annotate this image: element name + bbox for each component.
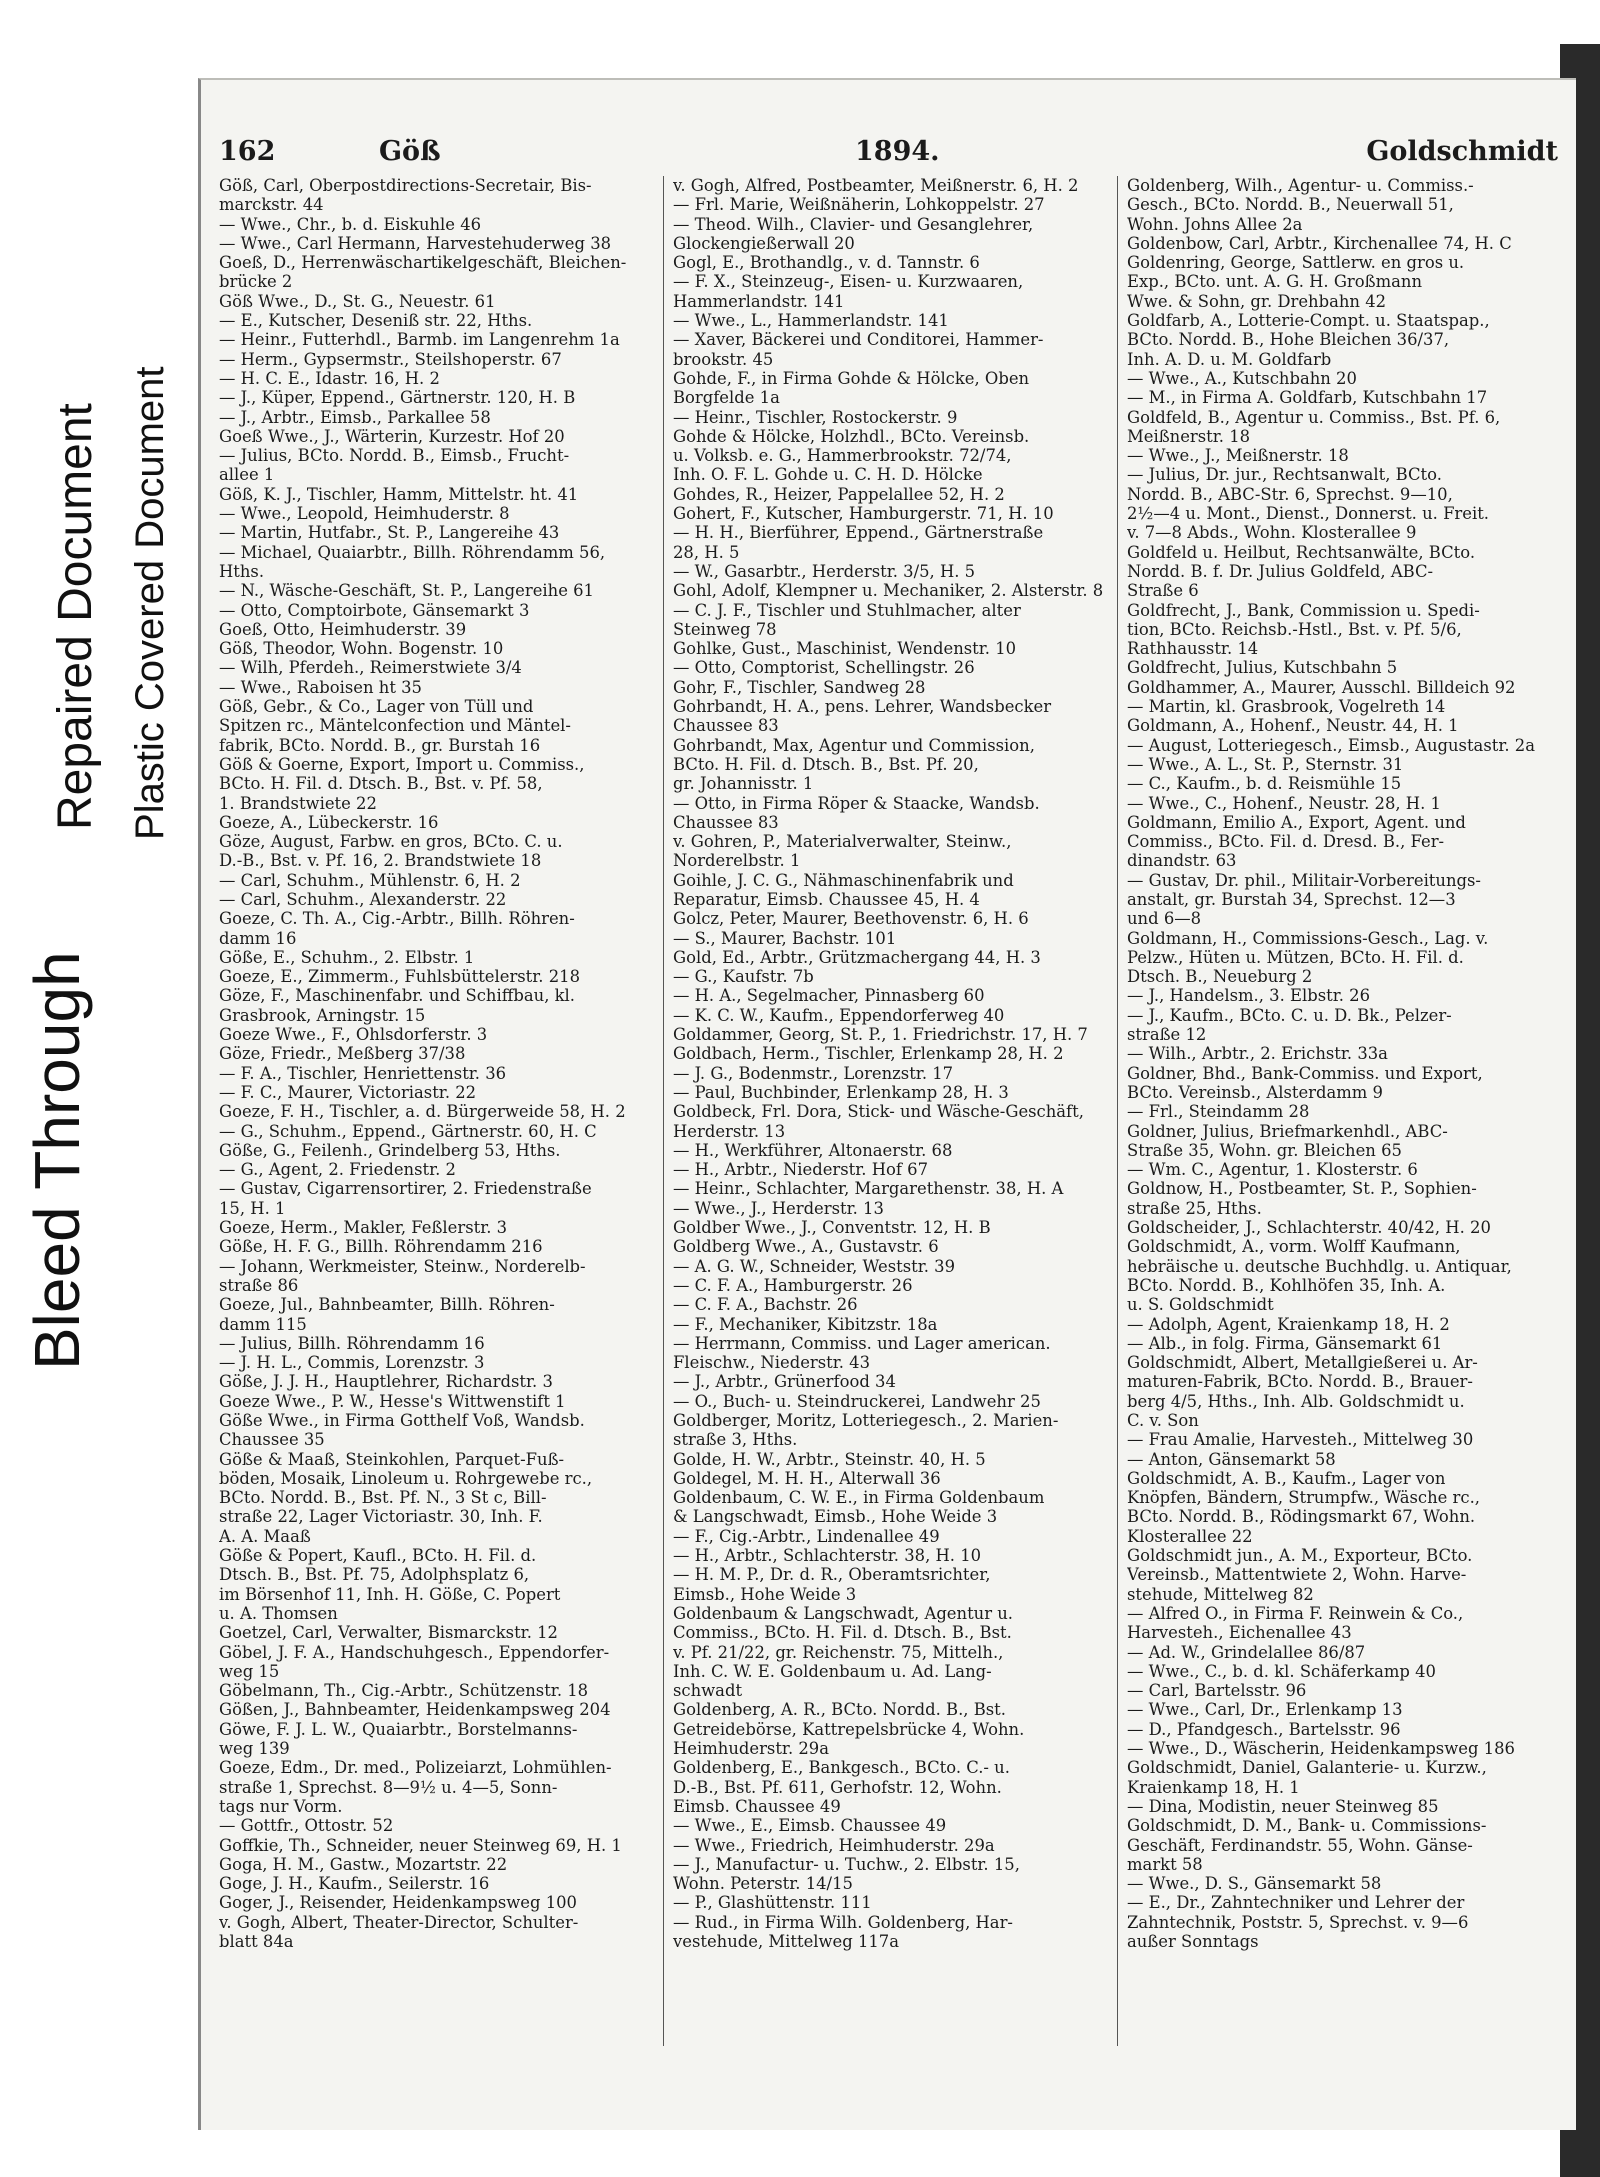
- directory-entry-line: BCto. Nordd. B., Kohlhöfen 35, Inh. A.: [1127, 1275, 1446, 1295]
- directory-entry-line: Pelzw., Hüten u. Mützen, BCto. H. Fil. d.: [1127, 947, 1464, 967]
- directory-entry-line: markt 58: [1127, 1854, 1203, 1874]
- directory-entry-line: Goeze, A., Lübeckerstr. 16: [219, 812, 439, 832]
- directory-entry-line: Goldhammer, A., Maurer, Ausschl. Billdeich 92: [1127, 677, 1516, 697]
- directory-entry-line: Goldschmidt jun., A. M., Exporteur, BCto.: [1127, 1546, 1473, 1566]
- directory-entry-line: Gohr, F., Tischler, Sandweg 28: [673, 677, 926, 697]
- directory-entry-line: — E., Dr., Zahntechniker und Lehrer der: [1127, 1893, 1465, 1913]
- directory-entry-line: — Otto, in Firma Röper & Staacke, Wandsb.: [673, 793, 1040, 813]
- directory-entry-line: Getreidebörse, Kattrepelsbrücke 4, Wohn.: [673, 1719, 1025, 1739]
- directory-entry-line: Goldschmidt, D. M., Bank- u. Commissions-: [1127, 1816, 1487, 1836]
- directory-entry-line: straße 1, Sprechst. 8—9½ u. 4—5, Sonn-: [219, 1777, 558, 1797]
- directory-entry-line: Goge, J. H., Kaufm., Seilerstr. 16: [219, 1874, 490, 1894]
- directory-entry-line: Göß, Carl, Oberpostdirections-Secretair, Bis-: [219, 176, 592, 195]
- directory-entry-line: Goeß, D., Herrenwäschartikelgeschäft, Bleichen-: [219, 253, 627, 273]
- directory-entry-line: BCto. Nordd. B., Rödingsmarkt 67, Wohn.: [1127, 1507, 1476, 1527]
- directory-entry-line: Goldfarb, A., Lotterie-Compt. u. Staatspap.,: [1127, 311, 1490, 331]
- directory-entry-line: Goldenberg, Wilh., Agentur- u. Commiss.-: [1127, 176, 1474, 195]
- directory-entry-line: — Wwe., A. L., St. P., Sternstr. 31: [1127, 754, 1404, 774]
- directory-entry-line: böden, Mosaik, Linoleum u. Rohrgewebe rc.,: [219, 1468, 593, 1488]
- directory-entry-line: — Wilh, Pferdeh., Reimerstwiete 3/4: [219, 658, 522, 678]
- directory-entry-line: — J., Arbtr., Grünerfood 34: [673, 1372, 896, 1392]
- directory-entry-line: v. Gogh, Albert, Theater-Director, Schulter-: [219, 1912, 579, 1932]
- directory-entry-line: — Otto, Comptorist, Schellingstr. 26: [673, 658, 975, 678]
- directory-entry-line: Golcz, Peter, Maurer, Beethovenstr. 6, H. 6: [673, 909, 1029, 929]
- directory-entry-line: — C. J. F., Tischler und Stuhlmacher, alter: [673, 600, 1021, 620]
- directory-entry-line: BCto. H. Fil. d. Dtsch. B., Bst. Pf. 20,: [673, 754, 979, 774]
- directory-entry-line: — D., Pfandgesch., Bartelsstr. 96: [1127, 1719, 1401, 1739]
- directory-entry-line: Göbel, J. F. A., Handschuhgesch., Eppendorfer-: [219, 1642, 610, 1662]
- directory-entry-line: dinandstr. 63: [1127, 851, 1237, 871]
- page-number: 162: [219, 136, 276, 167]
- directory-entry-line: — H. H., Bierführer, Eppend., Gärtnerstraße: [673, 523, 1044, 543]
- directory-entry-line: Klosterallee 22: [1127, 1526, 1253, 1546]
- directory-entry-line: — M., in Firma A. Goldfarb, Kutschbahn 17: [1127, 388, 1488, 408]
- directory-entry-line: — Wwe., Carl Hermann, Harvestehuderweg 38: [219, 233, 612, 253]
- directory-entry-line: — Anton, Gänsemarkt 58: [1127, 1449, 1336, 1469]
- directory-entry-line: D.-B., Bst. v. Pf. 16, 2. Brandstwiete 18: [219, 851, 542, 871]
- directory-entry-line: Goldmann, H., Commissions-Gesch., Lag. v.: [1127, 928, 1489, 948]
- directory-entry-line: Goeze, Herm., Makler, Feßlerstr. 3: [219, 1218, 508, 1238]
- directory-entry-line: — Wwe., Friedrich, Heimhuderstr. 29a: [673, 1835, 995, 1855]
- directory-entry-line: Fleischw., Niederstr. 43: [673, 1353, 871, 1373]
- directory-entry-line: — Martin, Hutfabr., St. P., Langereihe 43: [219, 523, 560, 543]
- directory-entry-line: Goldmann, A., Hohenf., Neustr. 44, H. 1: [1127, 716, 1459, 736]
- directory-entry-line: Göbelmann, Th., Cig.-Arbtr., Schützenstr. 18: [219, 1681, 589, 1701]
- directory-entry-line: Goldbach, Herm., Tischler, Erlenkamp 28, H. 2: [673, 1044, 1064, 1064]
- directory-entry-line: Goldschmidt, Daniel, Galanterie- u. Kurzw.,: [1127, 1758, 1487, 1778]
- directory-entry-line: — J., Küper, Eppend., Gärtnerstr. 120, H. B: [219, 388, 576, 408]
- directory-entry-line: maturen-Fabrik, BCto. Nordd. B., Brauer-: [1127, 1372, 1473, 1392]
- directory-entry-line: — J., Kaufm., BCto. C. u. D. Bk., Pelzer-: [1127, 1005, 1452, 1025]
- directory-entry-line: Göße, G., Feilenh., Grindelberg 53, Hths.: [219, 1140, 561, 1160]
- directory-entry-line: und 6—8: [1127, 909, 1202, 929]
- directory-entry-line: Goetzel, Carl, Verwalter, Bismarckstr. 12: [219, 1623, 558, 1643]
- directory-entry-line: — G., Agent, 2. Friedenstr. 2: [219, 1160, 456, 1180]
- directory-entry-line: — Otto, Comptoirbote, Gänsemarkt 3: [219, 600, 530, 620]
- directory-entry-line: — Wwe., Raboisen ht 35: [219, 677, 422, 697]
- directory-entry-line: Goger, J., Reisender, Heidenkampsweg 100: [219, 1893, 577, 1913]
- directory-entry-line: Goldschmidt, A. B., Kaufm., Lager von: [1127, 1468, 1446, 1488]
- directory-entry-line: Goga, H. M., Gastw., Mozartstr. 22: [219, 1854, 508, 1874]
- directory-entry-line: Goldammer, Georg, St. P., 1. Friedrichstr. 17, H. 7: [673, 1025, 1088, 1045]
- directory-entry-line: anstalt, gr. Burstah 34, Sprechst. 12—3: [1127, 889, 1456, 909]
- directory-entry-line: — Julius, Dr. jur., Rechtsanwalt, BCto.: [1127, 465, 1442, 485]
- year: 1894.: [855, 136, 940, 167]
- directory-entry-line: Göze, August, Farbw. en gros, BCto. C. u.: [219, 832, 563, 852]
- directory-entry-line: Rathhausstr. 14: [1127, 639, 1259, 659]
- directory-entry-line: — Alb., in folg. Firma, Gänsemarkt 61: [1127, 1333, 1443, 1353]
- directory-entry-line: — F. X., Steinzeug-, Eisen- u. Kurzwaaren,: [673, 272, 1024, 292]
- directory-entry-line: — Alfred O., in Firma F. Reinwein & Co.,: [1127, 1603, 1464, 1623]
- directory-entry-line: — Frl., Steindamm 28: [1127, 1102, 1310, 1122]
- directory-entry-line: berg 4/5, Hths., Inh. Alb. Goldschmidt u.: [1127, 1391, 1465, 1411]
- directory-entry-line: — Dina, Modistin, neuer Steinweg 85: [1127, 1796, 1439, 1816]
- directory-entry-line: Goldbeck, Frl. Dora, Stick- und Wäsche-Geschäft,: [673, 1102, 1084, 1122]
- directory-entry-line: weg 15: [219, 1661, 280, 1681]
- directory-entry-line: weg 139: [219, 1739, 290, 1759]
- directory-entry-line: tion, BCto. Reichsb.-Hstl., Bst. v. Pf. 5/6,: [1127, 619, 1462, 639]
- directory-entry-line: Gogl, E., Brothandlg., v. d. Tannstr. 6: [673, 253, 980, 273]
- directory-entry-line: Knöpfen, Bändern, Strumpfw., Wäsche rc.,: [1127, 1488, 1480, 1508]
- directory-entry-line: Göße Wwe., in Firma Gotthelf Voß, Wandsb.: [219, 1411, 585, 1430]
- directory-entry-line: Goeze Wwe., F., Ohlsdorferstr. 3: [219, 1025, 488, 1045]
- column-1: [219, 176, 657, 2096]
- directory-entry-line: Göß, Theodor, Wohn. Bogenstr. 10: [219, 639, 504, 659]
- directory-entry-line: Goldfrecht, J., Bank, Commission u. Spedi-: [1127, 600, 1480, 620]
- directory-entry-line: — J., Manufactur- u. Tuchw., 2. Elbstr. 15,: [673, 1854, 1020, 1874]
- left-keyword: Göß: [379, 136, 441, 167]
- label-repaired-document: Repaired Document: [49, 403, 102, 830]
- directory-entry-line: Kraienkamp 18, H. 1: [1127, 1777, 1300, 1797]
- directory-entry-line: Gohert, F., Kutscher, Hamburgerstr. 71, H. 10: [673, 504, 1054, 524]
- directory-entry-line: — H. M. P., Dr. d. R., Oberamtsrichter,: [673, 1565, 991, 1585]
- directory-entry-line: — Wwe., J., Herderstr. 13: [673, 1198, 884, 1218]
- directory-entry-line: Göß & Goerne, Export, Import u. Commiss.,: [219, 754, 585, 774]
- directory-entry-line: Vereinsb., Mattentwiete 2, Wohn. Harve-: [1127, 1565, 1467, 1585]
- directory-entry-line: Wwe. & Sohn, gr. Drehbahn 42: [1127, 291, 1387, 311]
- directory-entry-line: Wohn. Peterstr. 14/15: [673, 1874, 853, 1894]
- directory-entry-line: Goeze Wwe., P. W., Hesse's Wittwenstift 1: [219, 1391, 566, 1411]
- directory-entry-line: Goldfeld u. Heilbut, Rechtsanwälte, BCto.: [1127, 542, 1476, 562]
- directory-entry-line: Commiss., BCto. H. Fil. d. Dtsch. B., Bst.: [673, 1623, 1012, 1643]
- directory-entry-line: 2½—4 u. Mont., Dienst., Donnerst. u. Freit.: [1127, 504, 1490, 524]
- directory-entry-line: — Wm. C., Agentur, 1. Klosterstr. 6: [1127, 1160, 1418, 1180]
- directory-entry-line: Goihle, J. C. G., Nähmaschinenfabrik und: [673, 870, 1014, 890]
- directory-entry-line: v. Gohren, P., Materialverwalter, Steinw.,: [673, 832, 1012, 852]
- directory-entry-line: Gohde & Hölcke, Holzhdl., BCto. Vereinsb.: [673, 426, 1030, 446]
- directory-entry-line: Golde, H. W., Arbtr., Steinstr. 40, H. 5: [673, 1449, 986, 1469]
- directory-entry-line: Spitzen rc., Mäntelconfection und Mäntel-: [219, 716, 571, 736]
- directory-entry-line: — G., Kaufstr. 7b: [673, 967, 814, 987]
- directory-entry-line: Goldfeld, B., Agentur u. Commiss., Bst. Pf. 6,: [1127, 407, 1501, 427]
- directory-entry-line: — Julius, BCto. Nordd. B., Eimsb., Frucht-: [219, 446, 570, 466]
- directory-entry-line: — J. H. L., Commis, Lorenzstr. 3: [219, 1353, 485, 1373]
- directory-entry-line: Geschäft, Ferdinandstr. 55, Wohn. Gänse-: [1127, 1835, 1473, 1855]
- directory-entry-line: Steinweg 78: [673, 619, 777, 639]
- directory-entry-line: brookstr. 45: [673, 349, 774, 369]
- directory-entry-line: straße 25, Hths.: [1127, 1198, 1262, 1218]
- directory-entry-line: im Börsenhof 11, Inh. H. Göße, C. Popert: [219, 1584, 561, 1604]
- directory-entry-line: v. 7—8 Abds., Wohn. Klosterallee 9: [1127, 523, 1417, 543]
- directory-entry-line: Dtsch. B., Neueburg 2: [1127, 967, 1313, 987]
- directory-entry-line: Exp., BCto. unt. A. G. H. Großmann: [1127, 272, 1422, 292]
- directory-entry-line: — Herrmann, Commiss. und Lager american.: [673, 1333, 1051, 1353]
- directory-entry-line: — Wwe., J., Meißnerstr. 18: [1127, 446, 1349, 466]
- directory-entry-line: damm 115: [219, 1314, 307, 1334]
- label-plastic-covered-document: Plastic Covered Document: [128, 366, 172, 840]
- directory-entry-line: — Martin, kl. Grasbrook, Vogelreth 14: [1127, 697, 1446, 717]
- directory-entry-line: — F. C., Maurer, Victoriastr. 22: [219, 1082, 477, 1102]
- directory-entry-line: — Adolph, Agent, Kraienkamp 18, H. 2: [1127, 1314, 1450, 1334]
- directory-entry-line: — Frl. Marie, Weißnäherin, Lohkoppelstr. 27: [673, 195, 1045, 215]
- directory-entry-line: — J. G., Bodenmstr., Lorenzstr. 17: [673, 1063, 954, 1083]
- directory-entry-line: Goeß Wwe., J., Wärterin, Kurzestr. Hof 20: [219, 426, 565, 446]
- directory-entry-line: Gohde, F., in Firma Gohde & Hölcke, Oben: [673, 368, 1030, 388]
- directory-entry-line: v. Gogh, Alfred, Postbeamter, Meißnerstr. 6, H. 2: [673, 176, 1079, 195]
- directory-entry-line: — C. F. A., Hamburgerstr. 26: [673, 1275, 913, 1295]
- directory-entry-line: Goeß, Otto, Heimhuderstr. 39: [219, 619, 467, 639]
- directory-entry-line: Goldscheider, J., Schlachterstr. 40/42, H. 20: [1127, 1218, 1491, 1238]
- directory-entry-line: Goldenberg, A. R., BCto. Nordd. B., Bst.: [673, 1700, 1006, 1720]
- directory-entry-line: Goldnow, H., Postbeamter, St. P., Sophien-: [1127, 1179, 1477, 1199]
- directory-entry-line: Gesch., BCto. Nordd. B., Neuerwall 51,: [1127, 195, 1454, 215]
- directory-entry-line: — Carl, Schuhm., Alexanderstr. 22: [219, 889, 507, 909]
- directory-entry-line: straße 86: [219, 1275, 299, 1295]
- directory-entry-line: Goldegel, M. H. H., Alterwall 36: [673, 1468, 941, 1488]
- directory-entry-line: allee 1: [219, 465, 275, 485]
- directory-entry-line: — H., Arbtr., Schlachterstr. 38, H. 10: [673, 1546, 982, 1566]
- directory-entry-line: Chaussee 83: [673, 716, 779, 736]
- directory-entry-line: u. A. Thomsen: [219, 1603, 338, 1623]
- directory-entry-line: straße 12: [1127, 1025, 1207, 1045]
- directory-entry-line: — Xaver, Bäckerei und Conditorei, Hammer-: [673, 330, 1044, 350]
- directory-entry-line: Hths.: [219, 561, 265, 581]
- directory-entry-line: — Wwe., Leopold, Heimhuderstr. 8: [219, 504, 510, 524]
- directory-entry-line: — Ad. W., Grindelallee 86/87: [1127, 1642, 1366, 1662]
- directory-entry-line: Goffkie, Th., Schneider, neuer Steinweg 69, H. 1: [219, 1835, 622, 1855]
- directory-entry-line: tags nur Vorm.: [219, 1796, 343, 1816]
- directory-entry-line: — Heinr., Schlachter, Margarethenstr. 38, H. A: [673, 1179, 1064, 1199]
- directory-entry-line: Goldmann, Emilio A., Export, Agent. und: [1127, 812, 1466, 832]
- directory-entry-line: — Wwe., C., b. d. kl. Schäferkamp 40: [1127, 1661, 1436, 1681]
- directory-entry-line: — Michael, Quaiarbtr., Billh. Röhrendamm 56,: [219, 542, 606, 562]
- directory-entry-line: Goeze, C. Th. A., Cig.-Arbtr., Billh. Röhren-: [219, 909, 575, 929]
- directory-entry-line: — Gottfr., Ottostr. 52: [219, 1816, 394, 1836]
- directory-entry-line: Goldberg Wwe., A., Gustavstr. 6: [673, 1237, 939, 1257]
- directory-entry-line: Meißnerstr. 18: [1127, 426, 1251, 446]
- directory-entry-line: — Wwe., Chr., b. d. Eiskuhle 46: [219, 214, 482, 234]
- directory-entry-line: Göß, Gebr., & Co., Lager von Tüll und: [219, 697, 534, 717]
- directory-entry-line: vestehude, Mittelweg 117a: [673, 1932, 900, 1952]
- directory-entry-line: Göße, J. J. H., Hauptlehrer, Richardstr. 3: [219, 1372, 553, 1392]
- directory-entry-line: Goeze, E., Zimmerm., Fuhlsbüttelerstr. 218: [219, 967, 581, 987]
- directory-entry-line: — Paul, Buchbinder, Erlenkamp 28, H. 3: [673, 1082, 1009, 1102]
- directory-entry-line: — Herm., Gypsermstr., Steilshoperstr. 67: [219, 349, 562, 369]
- directory-entry-line: Goldenring, George, Sattlerw. en gros u.: [1127, 253, 1465, 273]
- label-bleed-through: Bleed Through: [21, 951, 93, 1370]
- column-2: [673, 176, 1111, 2096]
- directory-entry-line: Nordd. B., ABC-Str. 6, Sprechst. 9—10,: [1127, 484, 1453, 504]
- directory-entry-line: Goeze, Jul., Bahnbeamter, Billh. Röhren-: [219, 1295, 555, 1315]
- directory-entry-line: 28, H. 5: [673, 542, 740, 562]
- directory-entry-line: Göße & Popert, Kaufl., BCto. H. Fil. d.: [219, 1546, 537, 1566]
- directory-entry-line: — Wwe., L., Hammerlandstr. 141: [673, 311, 949, 331]
- directory-entry-line: — Heinr., Tischler, Rostockerstr. 9: [673, 407, 958, 427]
- directory-entry-line: — C., Kaufm., b. d. Reismühle 15: [1127, 774, 1402, 794]
- directory-entry-line: Göß Wwe., D., St. G., Neuestr. 61: [219, 291, 496, 311]
- directory-entry-line: blatt 84a: [219, 1932, 294, 1952]
- directory-entry-line: Goldber Wwe., J., Conventstr. 12, H. B: [673, 1218, 991, 1238]
- directory-entry-line: — F., Cig.-Arbtr., Lindenallee 49: [673, 1526, 940, 1546]
- directory-entry-line: — Rud., in Firma Wilh. Goldenberg, Har-: [673, 1912, 1013, 1932]
- directory-entry-line: — E., Kutscher, Deseniß str. 22, Hths.: [219, 311, 533, 331]
- directory-entry-line: Straße 35, Wohn. gr. Bleichen 65: [1127, 1140, 1402, 1160]
- directory-entry-line: — Gustav, Dr. phil., Militair-Vorbereitungs-: [1127, 870, 1481, 890]
- directory-entry-line: Commiss., BCto. Fil. d. Dresd. B., Fer-: [1127, 832, 1445, 852]
- directory-entry-line: Hammerlandstr. 141: [673, 291, 845, 311]
- directory-entry-line: Gohl, Adolf, Klempner u. Mechaniker, 2. Alsterstr. 8: [673, 581, 1104, 601]
- directory-entry-line: Goldner, Bhd., Bank-Commiss. und Export,: [1127, 1063, 1483, 1083]
- directory-entry-line: fabrik, BCto. Nordd. B., gr. Burstah 16: [219, 735, 541, 755]
- directory-entry-line: Goldfrecht, Julius, Kutschbahn 5: [1127, 658, 1398, 678]
- column-divider: [663, 176, 664, 2046]
- directory-entry-line: Harvesteh., Eichenallee 43: [1127, 1623, 1352, 1643]
- directory-entry-line: BCto. Nordd. B., Bst. Pf. N., 3 St c, Bill-: [219, 1488, 547, 1508]
- directory-entry-line: — Carl, Bartelsstr. 96: [1127, 1681, 1307, 1701]
- directory-entry-line: — F. A., Tischler, Henriettenstr. 36: [219, 1063, 507, 1083]
- directory-entry-line: Goldenberg, E., Bankgesch., BCto. C.- u.: [673, 1758, 1010, 1778]
- directory-entry-line: — A. G. W., Schneider, Weststr. 39: [673, 1256, 956, 1276]
- directory-entry-line: BCto. Vereinsb., Alsterdamm 9: [1127, 1082, 1383, 1102]
- directory-entry-line: Herderstr. 13: [673, 1121, 786, 1141]
- directory-entry-line: Göwe, F. J. L. W., Quaiarbtr., Borstelmanns-: [219, 1719, 578, 1739]
- directory-page: [198, 78, 1576, 2130]
- right-keyword: Goldschmidt: [1366, 136, 1558, 167]
- directory-entry-line: stehude, Mittelweg 82: [1127, 1584, 1314, 1604]
- column-divider: [1117, 176, 1118, 2046]
- directory-entry-line: u. Volksb. e. G., Hammerbrookstr. 72/74,: [673, 446, 1012, 466]
- directory-entry-line: Chaussee 83: [673, 812, 779, 832]
- directory-entry-line: — H., Arbtr., Niederstr. Hof 67: [673, 1160, 928, 1180]
- directory-entry-line: — H. C. E., Idastr. 16, H. 2: [219, 368, 440, 388]
- directory-entry-line: Inh. A. D. u. M. Goldfarb: [1127, 349, 1332, 369]
- overlay-labels: [0, 0, 200, 2177]
- directory-entry-line: Eimsb. Chaussee 49: [673, 1796, 841, 1816]
- directory-entry-line: gr. Johannisstr. 1: [673, 774, 814, 794]
- page-header: [219, 136, 1558, 178]
- directory-entry-line: straße 22, Lager Victoriastr. 30, Inh. F.: [219, 1507, 543, 1527]
- directory-entry-line: — Julius, Billh. Röhrendamm 16: [219, 1333, 485, 1353]
- directory-entry-line: Gohdes, R., Heizer, Pappelallee 52, H. 2: [673, 484, 1005, 504]
- directory-entry-line: — Wwe., D. S., Gänsemarkt 58: [1127, 1874, 1382, 1894]
- directory-entry-line: — Wwe., D., Wäscherin, Heidenkampsweg 186: [1127, 1739, 1515, 1759]
- directory-entry-line: — K. C. W., Kaufm., Eppendorferweg 40: [673, 1005, 1005, 1025]
- directory-entry-line: schwadt: [673, 1681, 743, 1701]
- directory-entry-line: brücke 2: [219, 272, 293, 292]
- directory-entry-line: — P., Glashüttenstr. 111: [673, 1893, 872, 1913]
- directory-entry-line: Inh. O. F. L. Gohde u. C. H. D. Hölcke: [673, 465, 983, 485]
- directory-entry-line: Goldner, Julius, Briefmarkenhdl., ABC-: [1127, 1121, 1448, 1141]
- directory-entry-line: — Wwe., Carl, Dr., Erlenkamp 13: [1127, 1700, 1403, 1720]
- directory-entry-line: BCto. Nordd. B., Hohe Bleichen 36/37,: [1127, 330, 1450, 350]
- directory-entry-line: 15, H. 1: [219, 1198, 286, 1218]
- directory-entry-line: Goldenbow, Carl, Arbtr., Kirchenallee 74, H. C: [1127, 233, 1512, 253]
- directory-entry-line: Göße, E., Schuhm., 2. Elbstr. 1: [219, 947, 475, 967]
- directory-entry-line: Goldschmidt, Albert, Metallgießerei u. Ar-: [1127, 1353, 1478, 1373]
- directory-entry-line: Gohrbandt, H. A., pens. Lehrer, Wandsbecker: [673, 697, 1052, 717]
- directory-entry-line: A. A. Maaß: [219, 1526, 311, 1546]
- directory-entry-line: Dtsch. B., Bst. Pf. 75, Adolphsplatz 6,: [219, 1565, 530, 1585]
- directory-entry-line: Zahntechnik, Poststr. 5, Sprechst. v. 9—6: [1127, 1912, 1469, 1932]
- directory-entry-line: Gößen, J., Bahnbeamter, Heidenkampsweg 204: [219, 1700, 611, 1720]
- directory-entry-line: Göß, K. J., Tischler, Hamm, Mittelstr. ht. 41: [219, 484, 579, 504]
- directory-entry-line: Heimhuderstr. 29a: [673, 1739, 829, 1759]
- directory-entry-line: — N., Wäsche-Geschäft, St. P., Langereihe 61: [219, 581, 594, 601]
- directory-entry-line: Göße, H. F. G., Billh. Röhrendamm 216: [219, 1237, 543, 1257]
- directory-entry-line: Gohrbandt, Max, Agentur und Commission,: [673, 735, 1035, 755]
- directory-entry-line: — Heinr., Futterhdl., Barmb. im Langenrehm 1a: [219, 330, 620, 350]
- directory-entry-line: Straße 6: [1127, 581, 1199, 601]
- directory-entry-line: u. S. Goldschmidt: [1127, 1295, 1274, 1315]
- directory-entry-line: Goeze, F. H., Tischler, a. d. Bürgerweide 58, H. 2: [219, 1102, 626, 1122]
- directory-entry-line: — Wwe., E., Eimsb. Chaussee 49: [673, 1816, 947, 1836]
- directory-entry-line: — Theod. Wilh., Clavier- und Gesanglehrer,: [673, 214, 1034, 234]
- directory-entry-line: — H., Werkführer, Altonaerstr. 68: [673, 1140, 953, 1160]
- directory-entry-line: — Wwe., C., Hohenf., Neustr. 28, H. 1: [1127, 793, 1441, 813]
- directory-entry-line: marckstr. 44: [219, 195, 324, 215]
- directory-entry-line: Gold, Ed., Arbtr., Grützmachergang 44, H. 3: [673, 947, 1041, 967]
- directory-entry-line: Eimsb., Hohe Weide 3: [673, 1584, 857, 1604]
- directory-entry-line: — Gustav, Cigarrensortirer, 2. Friedenstraße: [219, 1179, 592, 1199]
- directory-entry-line: C. v. Son: [1127, 1411, 1199, 1430]
- directory-entry-line: — W., Gasarbtr., Herderstr. 3/5, H. 5: [673, 561, 976, 581]
- directory-entry-line: — F., Mechaniker, Kibitzstr. 18a: [673, 1314, 938, 1334]
- directory-entry-line: Goldenbaum & Langschwadt, Agentur u.: [673, 1603, 1014, 1623]
- directory-entry-line: Wohn. Johns Allee 2a: [1127, 214, 1303, 234]
- directory-entry-line: — Johann, Werkmeister, Steinw., Norderelb-: [219, 1256, 586, 1276]
- directory-entry-line: BCto. H. Fil. d. Dtsch. B., Bst. v. Pf. 58,: [219, 774, 543, 794]
- directory-entry-line: Göße & Maaß, Steinkohlen, Parquet-Fuß-: [219, 1449, 565, 1469]
- directory-entry-line: v. Pf. 21/22, gr. Reichenstr. 75, Mittelh.,: [673, 1642, 1004, 1662]
- directory-entry-line: — G., Schuhm., Eppend., Gärtnerstr. 60, H. C: [219, 1121, 597, 1141]
- directory-entry-line: Inh. C. W. E. Goldenbaum u. Ad. Lang-: [673, 1661, 992, 1681]
- directory-entry-line: Goeze, Edm., Dr. med., Polizeiarzt, Lohmühlen-: [219, 1758, 612, 1778]
- directory-entry-line: — H. A., Segelmacher, Pinnasberg 60: [673, 986, 985, 1006]
- directory-entry-line: Gohlke, Gust., Maschinist, Wendenstr. 10: [673, 639, 1017, 659]
- directory-entry-line: Norderelbstr. 1: [673, 851, 801, 871]
- directory-entry-line: Reparatur, Eimsb. Chaussee 45, H. 4: [673, 889, 980, 909]
- directory-entry-line: D.-B., Bst. Pf. 611, Gerhofstr. 12, Wohn.: [673, 1777, 1002, 1797]
- directory-entry-line: — S., Maurer, Bachstr. 101: [673, 928, 897, 948]
- directory-entry-line: Grasbrook, Arningstr. 15: [219, 1005, 426, 1025]
- directory-entry-line: Borgfelde 1a: [673, 388, 780, 408]
- directory-entry-line: — J., Arbtr., Eimsb., Parkallee 58: [219, 407, 491, 427]
- directory-entry-line: straße 3, Hths.: [673, 1430, 798, 1450]
- directory-entry-line: Goldschmidt, A., vorm. Wolff Kaufmann,: [1127, 1237, 1461, 1257]
- directory-entry-line: Goldberger, Moritz, Lotteriegesch., 2. Marien-: [673, 1411, 1059, 1430]
- directory-entry-line: hebräische u. deutsche Buchhdlg. u. Antiquar,: [1127, 1256, 1512, 1276]
- directory-entry-line: Göze, F., Maschinenfabr. und Schiffbau, kl.: [219, 986, 575, 1006]
- directory-entry-line: Goldenbaum, C. W. E., in Firma Goldenbaum: [673, 1488, 1045, 1508]
- directory-entry-line: — J., Handelsm., 3. Elbstr. 26: [1127, 986, 1371, 1006]
- directory-entry-line: Chaussee 35: [219, 1430, 325, 1450]
- directory-entry-line: — August, Lotteriegesch., Eimsb., Augustastr. 2a: [1127, 735, 1535, 755]
- directory-entry-line: Glockengießerwall 20: [673, 233, 855, 253]
- directory-entry-line: damm 16: [219, 928, 297, 948]
- directory-entry-line: Nordd. B. f. Dr. Julius Goldfeld, ABC-: [1127, 561, 1434, 581]
- directory-entry-line: — Wwe., A., Kutschbahn 20: [1127, 368, 1357, 388]
- directory-entry-line: — Frau Amalie, Harvesteh., Mittelweg 30: [1127, 1430, 1474, 1450]
- directory-entry-line: — C. F. A., Bachstr. 26: [673, 1295, 858, 1315]
- directory-entry-line: außer Sonntags: [1127, 1932, 1259, 1952]
- directory-entry-line: Göze, Friedr., Meßberg 37/38: [219, 1044, 466, 1064]
- directory-entry-line: & Langschwadt, Eimsb., Hohe Weide 3: [673, 1507, 998, 1527]
- directory-entry-line: — Carl, Schuhm., Mühlenstr. 6, H. 2: [219, 870, 521, 890]
- directory-entry-line: — Wilh., Arbtr., 2. Erichstr. 33a: [1127, 1044, 1388, 1064]
- column-3: [1127, 176, 1565, 2096]
- directory-entry-line: 1. Brandstwiete 22: [219, 793, 377, 813]
- directory-entry-line: — O., Buch- u. Steindruckerei, Landwehr 25: [673, 1391, 1041, 1411]
